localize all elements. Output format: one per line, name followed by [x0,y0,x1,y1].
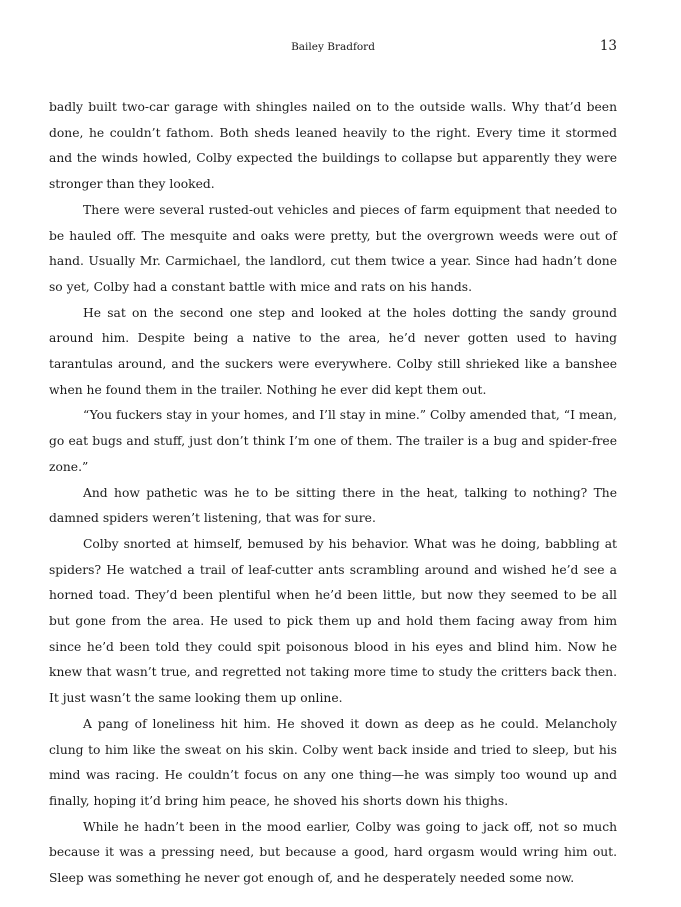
paragraph: He sat on the second one step and looked at the holes dotting the sandy ground around him. Despite being a native to the area, he’d never gotten used to having tarantulas around, and the suckers were everywhere. Colby still shrieked like a banshee when he found them in the trailer. Nothing he ever did kept them out. [49,305,617,397]
paragraph: Colby snorted at himself, bemused by his behavior. What was he doing, babbling at spiders? He watched a trail of leaf-cutter ants scrambling around and wished he’d see a horned toad. They’d been plentiful when he’d been little, but now they seemed to be all but gone from the area. He used to pick them up and hold them facing away from him since he’d been told they could spit poisonous blood in his eyes and blind him. Now he knew that wasn’t true, and regretted not taking more time to study the critters back then. It just wasn’t the same looking them up online. [49,536,617,706]
paragraph: badly built two-car garage with shingles nailed on to the outside walls. Why that’d been done, he couldn’t fathom. Both sheds leaned heavily to the right. Every time it stormed and the winds howled, Colby expected the buildings to collapse but apparently they were stronger than they looked. [49,100,617,192]
body-text [49,95,617,892]
paragraph: And how pathetic was he to be sitting there in the heat, talking to nothing? The damned spiders weren’t listening, that was for sure. [49,485,617,526]
paragraph: While he hadn’t been in the mood earlier, Colby was going to jack off, not so much because it was a pressing need, but because a good, hard orgasm would wring him out. Sleep was something he never got enough of, and he desperately needed some now. [49,819,617,886]
paragraph: A pang of loneliness hit him. He shoved it down as deep as he could. Melancholy clung to him like the sweat on his skin. Colby went back inside and tried to sleep, but his mind was racing. He couldn’t focus on any one thing—he was simply too wound up and finally, hoping it’d bring him peace, he shoved his shorts down his thighs. [49,716,617,808]
running-header [49,38,617,58]
page-number: 13 [599,38,617,54]
paragraph: There were several rusted-out vehicles and pieces of farm equipment that needed to be hauled off. The mesquite and oaks were pretty, but the overgrown weeds were out of hand. Usually Mr. Carmichael, the landlord, cut them twice a year. Since had hadn’t done so yet, Colby had a constant battle with mice and rats on his hands. [49,202,617,294]
running-header-author: Bailey Bradford [291,41,375,53]
paragraph: “You fuckers stay in your homes, and I’ll stay in mine.” Colby amended that, “I mean, go eat bugs and stuff, just don’t think I’m one of them. The trailer is a bug and spider-free zone.” [49,408,617,474]
